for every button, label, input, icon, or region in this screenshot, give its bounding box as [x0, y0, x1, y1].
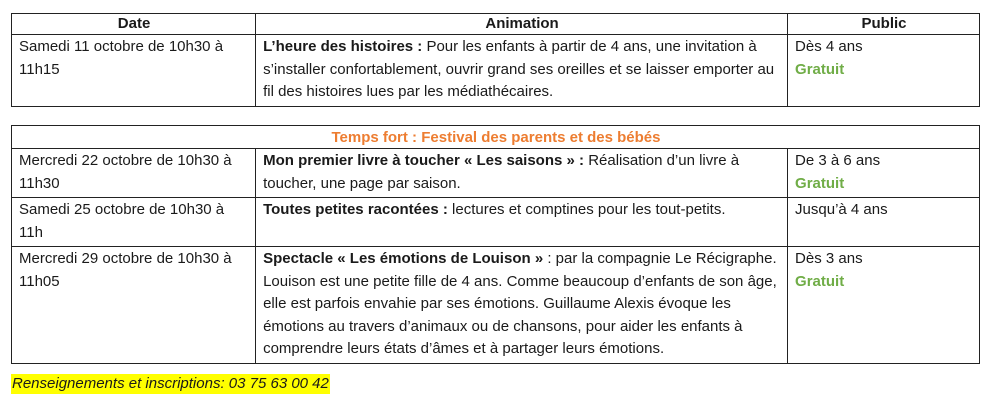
table-row: [12, 198, 980, 247]
event-title: Toutes petites racontées :: [263, 201, 448, 218]
festival-banner-row: [12, 126, 980, 149]
event-title: L’heure des histoires :: [263, 38, 423, 55]
festival-banner: Temps fort : Festival des parents et des bébés: [12, 126, 980, 149]
table-row: [12, 247, 980, 364]
event-price: Gratuit: [795, 272, 845, 290]
event-audience: De 3 à 6 ans: [795, 152, 881, 169]
event-date: Samedi 11 octobre de 10h30 à 11h15: [12, 35, 256, 107]
event-description: : par la compagnie Le Récigraphe. Louison est une petite fille de 4 ans. Comme beaucoup d’enfants de son âge, elle est parfois envahie par ses émotions. Guillaume Alexis évoque les émotions au travers d’animaux ou de chansons, pour aider les enfants à comprendre leurs états d’âmes et à partager leurs émotions.: [263, 250, 777, 357]
festival-table: [11, 125, 980, 364]
event-date: Mercredi 22 octobre de 10h30 à 11h30: [12, 149, 256, 198]
event-public: [788, 149, 980, 198]
schedule-table: [11, 13, 980, 107]
event-audience: Dès 3 ans: [795, 250, 863, 267]
event-price: Gratuit: [795, 174, 845, 192]
event-public: [788, 247, 980, 364]
table-header-row: [12, 14, 980, 35]
column-header-public: Public: [788, 14, 980, 35]
event-audience: Jusqu’à 4 ans: [795, 201, 888, 218]
event-price: Gratuit: [795, 60, 845, 78]
event-public: [788, 35, 980, 107]
column-header-date: Date: [12, 14, 256, 35]
event-description: Pour les enfants à partir de 4 ans, une invitation à s’installer confortablement, ouvrir grand ses oreilles et se laisser emporter au fil des histoires lues par les médiathécaires.: [263, 38, 775, 100]
event-animation: [256, 198, 788, 247]
event-title: Spectacle « Les émotions de Louison »: [263, 250, 544, 267]
event-audience: Dès 4 ans: [795, 38, 863, 55]
contact-info: Renseignements et inscriptions: 03 75 63 00 42: [12, 375, 329, 392]
column-header-animation: Animation: [256, 14, 788, 35]
event-animation: [256, 247, 788, 364]
event-date: Mercredi 29 octobre de 10h30 à 11h05: [12, 247, 256, 364]
event-description: lectures et comptines pour les tout-petits.: [447, 201, 726, 218]
event-animation: [256, 35, 788, 107]
event-title: Mon premier livre à toucher « Les saisons » :: [263, 152, 585, 169]
table-row: [12, 35, 980, 107]
event-date: Samedi 25 octobre de 10h30 à 11h: [12, 198, 256, 247]
table-row: [12, 149, 980, 198]
event-animation: [256, 149, 788, 198]
event-description: Réalisation d’un livre à toucher, une page par saison.: [263, 152, 740, 192]
event-public: [788, 198, 980, 247]
